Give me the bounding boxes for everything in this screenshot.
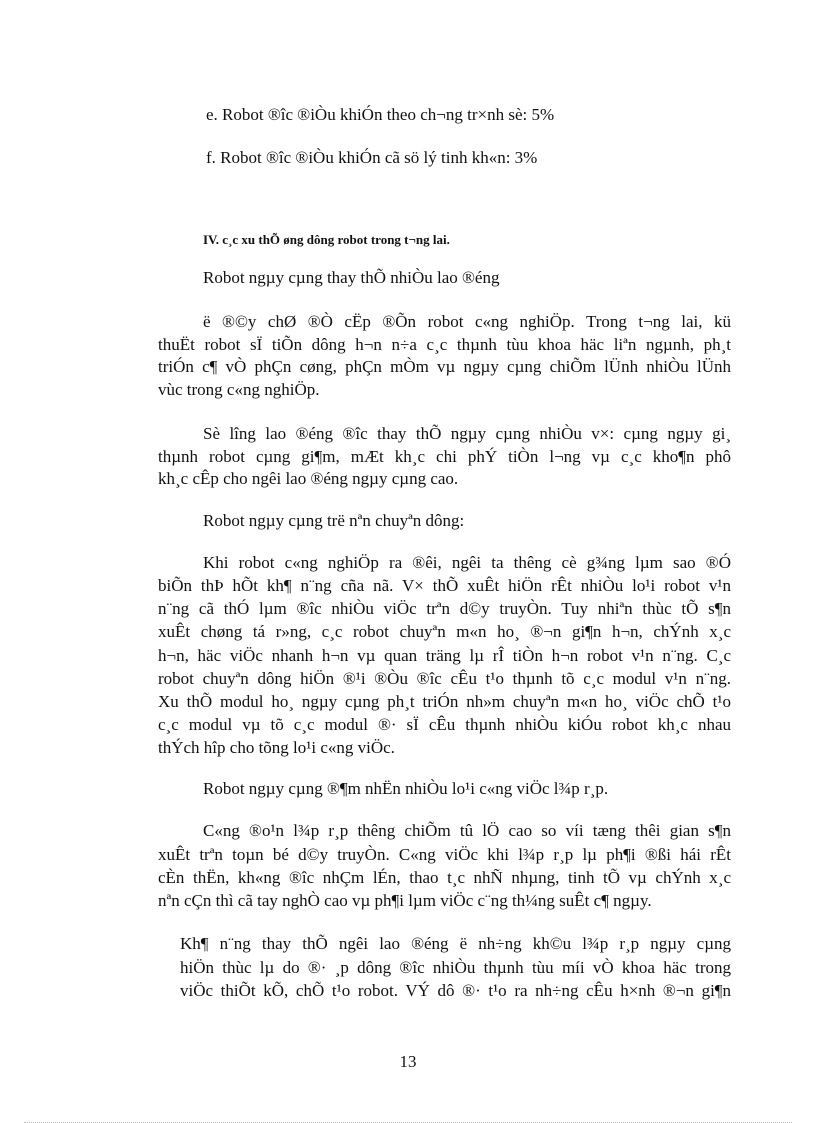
paragraph-line: triÓn c¶ vÒ phÇn cøng, phÇn mÒm vµ ngµy cµng chiÕm lÜnh nhiÒu lÜnh — [158, 357, 731, 376]
paragraph-title: Robot ngµy cµng thay thÕ nhiÒu lao ®éng — [203, 268, 500, 287]
list-item-e: e. Robot ®îc ®iÒu khiÓn theo ch¬ng tr×nh sè: 5% — [206, 105, 555, 124]
paragraph-line: ë ®©y chØ ®Ò cËp ®Õn robot c«ng nghiÖp. Trong t¬ng lai, kü — [203, 312, 731, 331]
paragraph-line: biÕn thÞ hÕt kh¶ n¨ng cña nã. V× thÕ xuÊt hiÖn rÊt nhiÒu lo¹i robot v¹n — [158, 576, 731, 595]
paragraph-line: viÖc thiÕt kÕ, chÕ t¹o robot. VÝ dô ®· t¹o ra nh÷ng cÊu h×nh ®¬n gi¶n — [180, 981, 731, 1000]
paragraph-line: thuËt robot sÏ tiÕn dông h¬n n÷a c¸c thµnh tùu khoa häc liªn ngµnh, ph¸t — [158, 335, 731, 354]
paragraph-line: h¬n, häc viÖc nhanh h¬n vµ quan träng lµ rÎ tiÒn h¬n robot v¹n n¨ng. C¸c — [158, 646, 731, 665]
paragraph-line: vùc trong c«ng nghiÖp. — [158, 380, 320, 399]
paragraph-line: Xu thÕ modul ho¸ ngµy cµng ph¸t triÓn nh»m chuyªn m«n ho¸ viÖc chÕ t¹o — [158, 692, 731, 711]
page-number: 13 — [399, 1052, 417, 1071]
list-item-f: f. Robot ®îc ®iÒu khiÓn cã sö lý tinh kh«n: 3% — [206, 148, 538, 167]
paragraph-line: thÝch hîp cho tõng lo¹i c«ng viÖc. — [158, 738, 395, 757]
paragraph-line: cÈn thËn, kh«ng ®îc nhÇm lÉn, thao t¸c nhÑ nhµng, tinh tÕ vµ chÝnh x¸c — [158, 868, 731, 887]
paragraph-line: C«ng ®o¹n l¾p r¸p thêng chiÕm tû lÖ cao so víi tæng thêi gian s¶n — [203, 821, 731, 840]
paragraph-line: nªn cÇn thì cã tay nghÒ cao vµ ph¶i lµm viÖc c¨ng th¼ng suÊt c¶ ngµy. — [158, 891, 652, 910]
paragraph-line: n¨ng cã thÓ lµm ®îc nhiÒu viÖc trªn d©y truyÒn. Tuy nhiªn thùc tÕ s¶n — [158, 599, 731, 618]
paragraph-line: xuÊt chøng tá r»ng, c¸c robot chuyªn m«n ho¸ ®¬n gi¶n h¬n, chÝnh x¸c — [158, 622, 731, 641]
paragraph-line: robot chuyªn dông hiÖn ®¹i ®Òu ®îc cÊu t¹o thµnh tõ c¸c modul v¹n n¨ng. — [158, 669, 731, 688]
paragraph-title: Robot ngµy cµng ®¶m nhËn nhiÒu lo¹i c«ng viÖc l¾p r¸p. — [203, 779, 609, 798]
paragraph-title: Robot ngµy cµng trë nªn chuyªn dông: — [203, 511, 465, 530]
paragraph-line: kh¸c cÊp cho ngêi lao ®éng ngµy cµng cao. — [158, 469, 459, 488]
paragraph-line: Khi robot c«ng nghiÖp ra ®êi, ngêi ta thêng cè g¾ng lµm sao ®Ó — [203, 553, 731, 572]
paragraph-line: Sè lîng lao ®éng ®îc thay thÕ ngµy cµng nhiÒu v×: cµng ngµy gi¸ — [203, 424, 731, 443]
paragraph-line: c¸c modul vµ tõ c¸c modul ®· sÏ cÊu thµnh nhiÒu kiÓu robot kh¸c nhau — [158, 715, 731, 734]
paragraph-line: Kh¶ n¨ng thay thÕ ngêi lao ®éng ë nh÷ng kh©u l¾p r¸p ngµy cµng — [180, 934, 731, 953]
paragraph-line: xuÊt trªn toµn bé d©y truyÒn. C«ng viÖc khi l¾p r¸p lµ ph¶i ®ßi hái rÊt — [158, 845, 731, 864]
paragraph-line: hiÖn thùc lµ do ®· ¸p dông ®îc nhiÒu thµnh tùu míi vÒ khoa häc trong — [180, 958, 731, 977]
section-heading: IV. c¸c xu thÕ øng dông robot trong t¬ng lai. — [203, 232, 450, 247]
paragraph-line: thµnh robot cµng gi¶m, mÆt kh¸c chi phÝ tiÒn l¬ng vµ c¸c kho¶n phô — [158, 447, 731, 466]
